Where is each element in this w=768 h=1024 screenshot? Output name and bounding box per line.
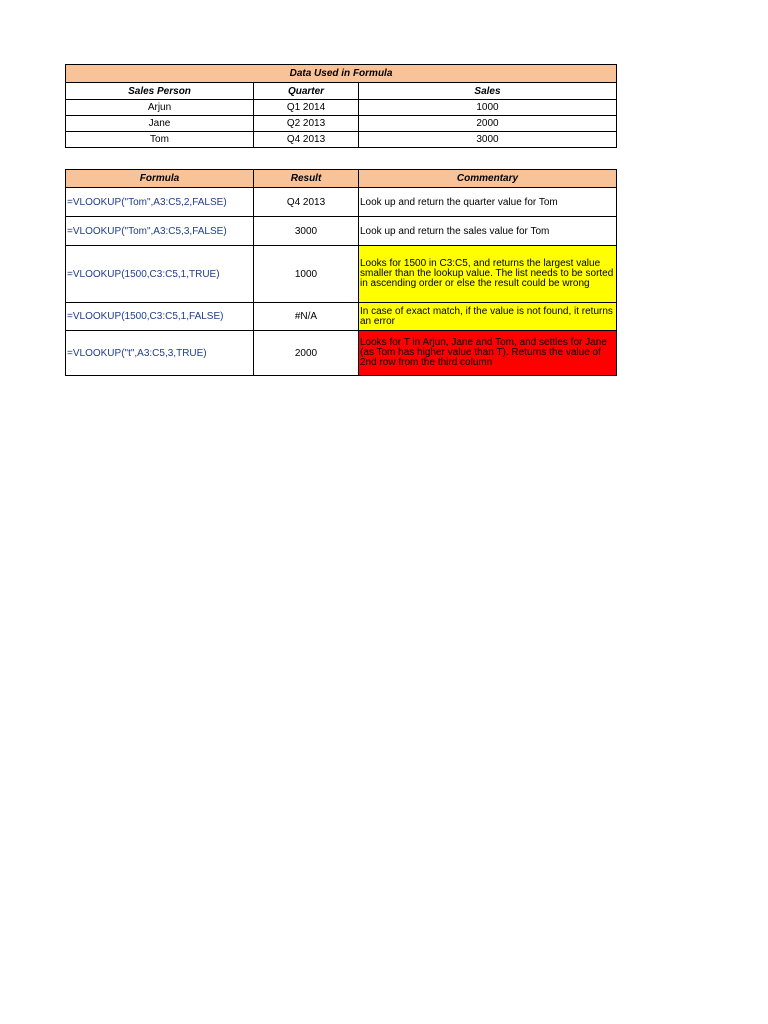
cell-commentary[interactable]: Look up and return the quarter value for Tom xyxy=(359,188,617,217)
cell-result[interactable]: #N/A xyxy=(254,303,359,331)
cell-result[interactable]: 3000 xyxy=(254,217,359,246)
cell-sales[interactable]: 3000 xyxy=(359,132,617,148)
column-header-quarter[interactable]: Quarter xyxy=(254,83,359,100)
data-table xyxy=(65,64,617,148)
cell-quarter[interactable]: Q2 2013 xyxy=(254,116,359,132)
table-row xyxy=(66,188,617,217)
cell-sales-person[interactable]: Arjun xyxy=(66,100,254,116)
cell-commentary-highlighted[interactable]: Looks for 1500 in C3:C5, and returns the largest value smaller than the lookup value. The list needs to be sorted in ascending order or else the result could be wrong xyxy=(359,246,617,303)
cell-commentary-highlighted[interactable]: In case of exact match, if the value is not found, it returns an error xyxy=(359,303,617,331)
column-header-sales-person[interactable]: Sales Person xyxy=(66,83,254,100)
cell-sales[interactable]: 2000 xyxy=(359,116,617,132)
column-header-formula[interactable]: Formula xyxy=(66,170,254,188)
cell-formula[interactable]: =VLOOKUP("t",A3:C5,3,TRUE) xyxy=(66,331,254,376)
column-header-commentary[interactable]: Commentary xyxy=(359,170,617,188)
cell-sales-person[interactable]: Jane xyxy=(66,116,254,132)
table-row xyxy=(66,303,617,331)
data-table-title[interactable]: Data Used in Formula xyxy=(66,65,617,83)
cell-commentary-error[interactable]: Looks for T in Arjun, Jane and Tom, and settles for Jane (as Tom has higher value than T). Returns the value of 2nd row from the third column xyxy=(359,331,617,376)
table-row xyxy=(66,116,617,132)
cell-result[interactable]: 2000 xyxy=(254,331,359,376)
cell-sales-person[interactable]: Tom xyxy=(66,132,254,148)
table-row xyxy=(66,100,617,116)
column-header-result[interactable]: Result xyxy=(254,170,359,188)
cell-result[interactable]: 1000 xyxy=(254,246,359,303)
cell-result[interactable]: Q4 2013 xyxy=(254,188,359,217)
table-row xyxy=(66,246,617,303)
cell-sales[interactable]: 1000 xyxy=(359,100,617,116)
cell-formula[interactable]: =VLOOKUP(1500,C3:C5,1,TRUE) xyxy=(66,246,254,303)
column-header-sales[interactable]: Sales xyxy=(359,83,617,100)
table-row xyxy=(66,331,617,376)
formula-table xyxy=(65,169,617,376)
cell-formula[interactable]: =VLOOKUP("Tom",A3:C5,2,FALSE) xyxy=(66,188,254,217)
cell-commentary[interactable]: Look up and return the sales value for Tom xyxy=(359,217,617,246)
cell-quarter[interactable]: Q1 2014 xyxy=(254,100,359,116)
table-row xyxy=(66,132,617,148)
cell-formula[interactable]: =VLOOKUP("Tom",A3:C5,3,FALSE) xyxy=(66,217,254,246)
table-row xyxy=(66,217,617,246)
cell-formula[interactable]: =VLOOKUP(1500,C3:C5,1,FALSE) xyxy=(66,303,254,331)
cell-quarter[interactable]: Q4 2013 xyxy=(254,132,359,148)
